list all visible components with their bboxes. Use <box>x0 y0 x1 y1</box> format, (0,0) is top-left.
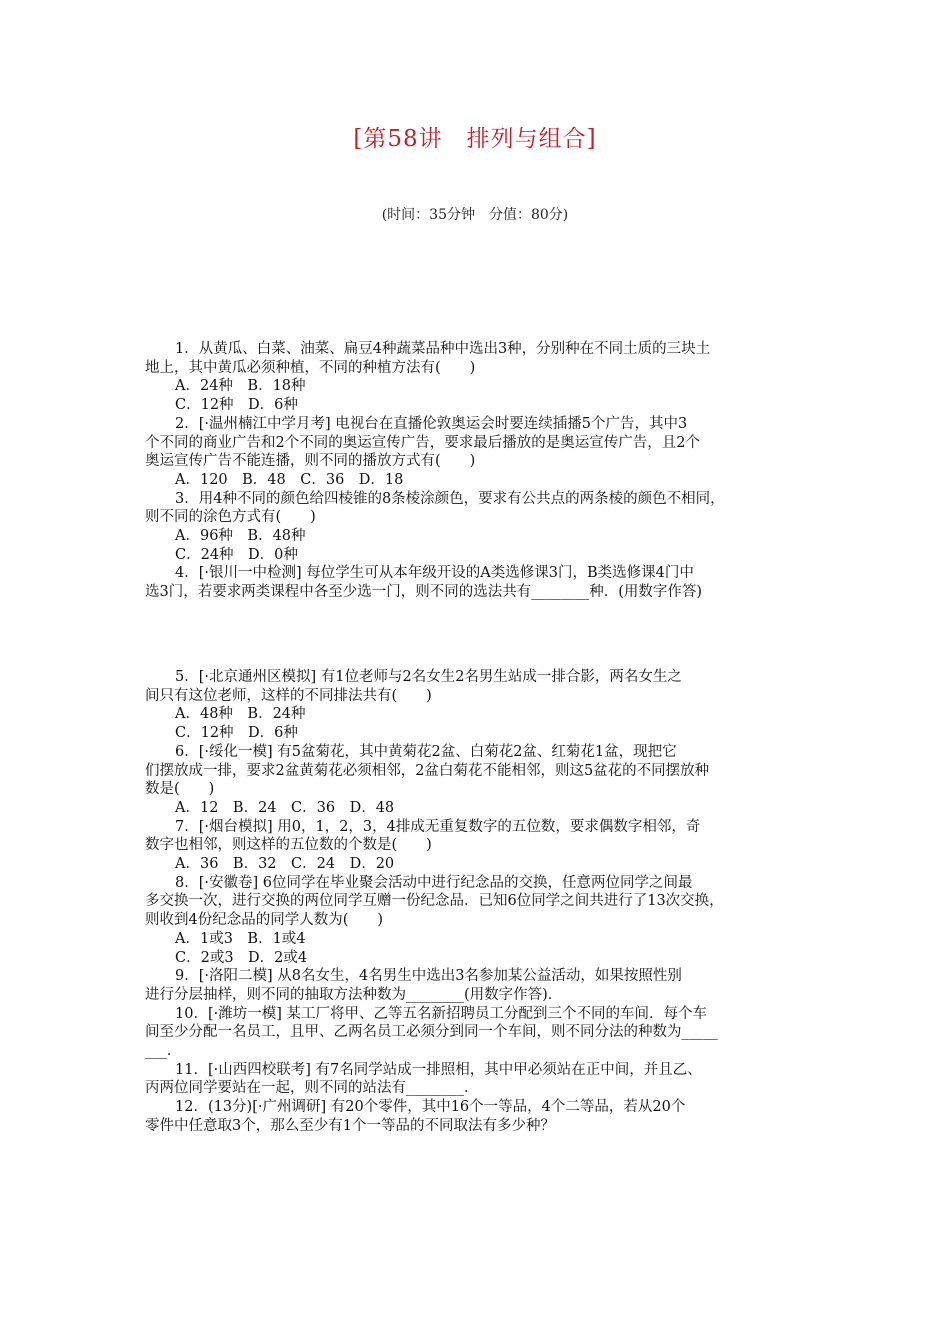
question-text-line: 4．[·银川一中检测] 每位学生可从本年级开设的A类选修课3门，B类选修课4门中 <box>175 565 694 582</box>
question-text-line: 则收到4份纪念品的同学人数为( ) <box>145 912 384 929</box>
question-text-line: 7．[·烟台模拟] 用0，1，2，3，4排成无重复数字的五位数，要求偶数字相邻，奇 <box>175 818 701 835</box>
question-text-line: A．24种 B．18种 <box>175 378 306 395</box>
question-text-line: A．12 B．24 C．36 D．48 <box>175 799 395 816</box>
question-text-line: 1．从黄瓜、白菜、油菜、扁豆4种蔬菜品种中选出3种，分别种在不同土质的三块土 <box>175 341 711 357</box>
document-title: [第58讲 排列与组合] <box>353 126 597 152</box>
question-text-line: A．96种 B．48种 <box>175 528 306 545</box>
questions-section-1 <box>145 340 807 602</box>
question-text-line: C．2或3 D．2或4 <box>175 949 308 966</box>
question-text-line: 数字也相邻，则这样的五位数的个数是( ) <box>145 837 432 854</box>
question-text-line: C．12种 D．6种 <box>175 397 298 414</box>
question-text-line: 8．[·安徽卷] 6位同学在毕业聚会活动中进行纪念品的交换，任意两位同学之间最 <box>175 874 693 891</box>
questions-section-2 <box>145 668 807 1136</box>
question-text-line: 5．[·北京通州区模拟] 有1位老师与2名女生2名男生站成一排合影，两名女生之 <box>175 669 682 685</box>
question-text-line: 则不同的涂色方式有( ) <box>145 509 316 526</box>
question-text-line: 间至少分配一名员工，且甲、乙两名员工必须分到同一个车间，则不同分法的种数为_____ <box>145 1024 718 1041</box>
question-text-line: 10．[·潍坊一模] 某工厂将甲、乙等五名新招聘员工分配到三个不同的车间．每个车 <box>175 1005 707 1022</box>
question-text-line: 11．[·山西四校联考] 有7名同学站成一排照相，其中甲必须站在正中间，并且乙、 <box>175 1061 702 1078</box>
question-text-line: ___． <box>145 1043 182 1060</box>
question-text-line: C．12种 D．6种 <box>175 725 298 742</box>
question-text-line: 个不同的商业广告和2个不同的奥运宣传广告，要求最后播放的是奥运宣传广告，且2个 <box>145 434 700 451</box>
question-text-line: 们摆放成一排，要求2盆黄菊花必须相邻，2盆白菊花不能相邻，则这5盆花的不同摆放种 <box>145 762 710 779</box>
question-text-line: 6．[·绥化一模] 有5盆菊花，其中黄菊花2盆、白菊花2盆、红菊花1盆，现把它 <box>175 743 677 760</box>
question-text-line: 间只有这位老师，这样的不同排法共有( ) <box>145 687 432 704</box>
question-text-line: 9．[·洛阳二模] 从8名女生，4名男生中选出3名参加某公益活动，如果按照性别 <box>175 968 682 985</box>
question-text-line: 3．用4种不同的颜色给四棱锥的8条棱涂颜色，要求有公共点的两条棱的颜色不相同， <box>175 490 725 507</box>
question-text-line: A．1或3 B．1或4 <box>175 930 306 947</box>
question-text-line: 零件中任意取3个，那么至少有1个一等品的不同取法有多少种？ <box>145 1117 555 1134</box>
question-text-line: 2．[·温州楠江中学月考] 电视台在直播伦敦奥运会时要连续插播5个广告，其中3 <box>175 415 688 432</box>
question-text-line: C．24种 D．0种 <box>175 546 298 563</box>
question-text-line: A．36 B．32 C．24 D．20 <box>175 856 395 873</box>
question-text-line: 进行分层抽样，则不同的抽取方法种数为________(用数字作答)． <box>145 986 563 1003</box>
question-text-line: 数是( ) <box>145 781 215 798</box>
question-text-line: 12．(13分)[·广州调研] 有20个零件，其中16个一等品，4个二等品，若从20个 <box>175 1099 686 1116</box>
question-text-line: 多交换一次，进行交换的两位同学互赠一份纪念品．已知6位同学之间共进行了13次交换， <box>145 893 724 910</box>
question-text-line: 选3门，若要求两类课程中各至少选一门，则不同的选法共有________种．(用数字作答) <box>145 584 703 601</box>
question-text-line: 地上，其中黄瓜必须种植，不同的种植方法有( ) <box>145 359 476 376</box>
question-text-line: A．48种 B．24种 <box>175 706 306 723</box>
time-score-info: (时间：35分钟 分值：80分) <box>381 207 569 223</box>
question-text-line: 奥运宣传广告不能连播，则不同的播放方式有( ) <box>145 453 476 470</box>
question-text-line: 丙两位同学要站在一起，则不同的站法有________． <box>145 1080 479 1097</box>
question-text-line: A．120 B．48 C．36 D．18 <box>175 471 404 488</box>
